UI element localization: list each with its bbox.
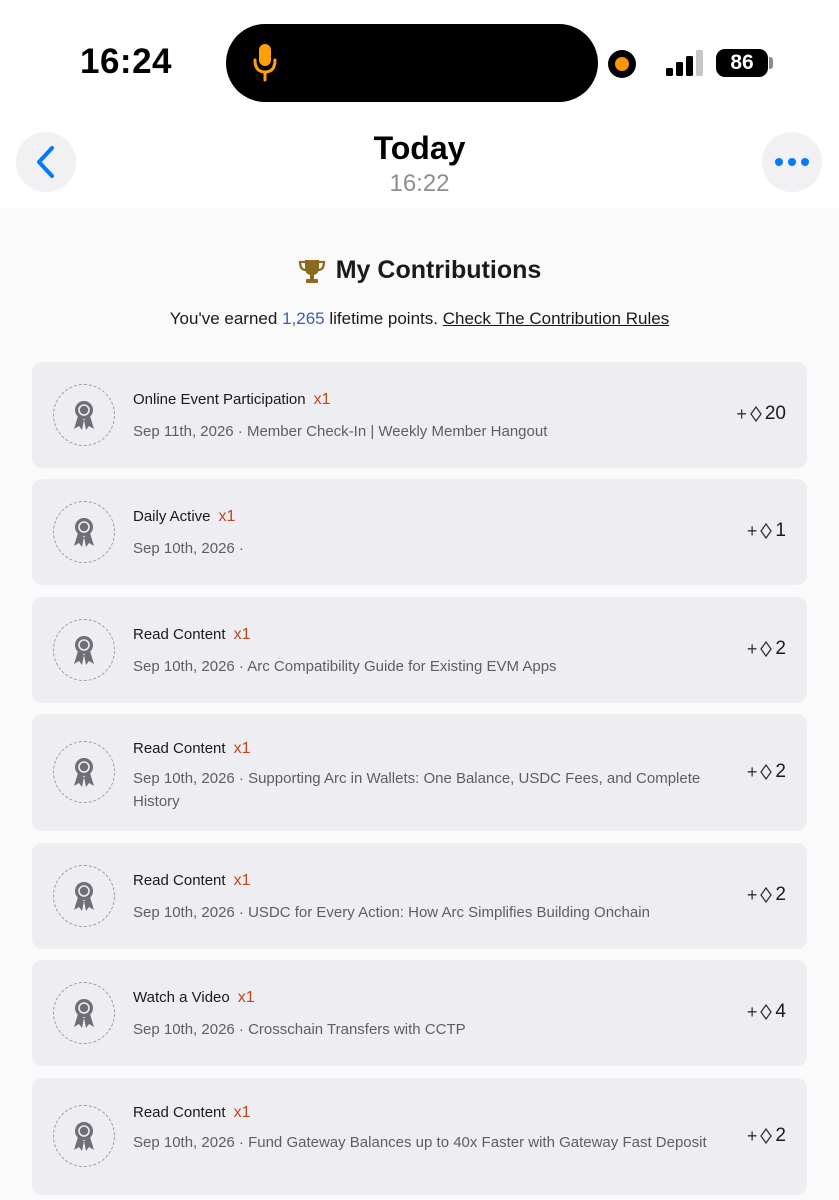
more-options-button[interactable] [762, 132, 822, 192]
contribution-detail: Sep 11th, 2026 · Member Check-In | Weekly Member Hangout [133, 423, 548, 440]
multiplier-badge: x1 [233, 626, 251, 643]
points-value: 20 [764, 403, 786, 424]
award-ribbon-icon [70, 399, 98, 431]
diamond-icon [760, 1128, 772, 1144]
contribution-item[interactable] [32, 960, 807, 1066]
multiplier-badge: x1 [218, 508, 236, 525]
contribution-title [133, 1104, 250, 1122]
dynamic-island[interactable] [226, 24, 598, 102]
battery-cap-icon [769, 57, 773, 69]
contribution-title [133, 872, 250, 890]
award-badge [53, 384, 115, 446]
points-awarded [736, 403, 786, 425]
contributions-page [0, 208, 839, 1200]
contribution-detail: Sep 10th, 2026 · Crosschain Transfers with CCTP [133, 1021, 466, 1038]
multiplier-badge: x1 [233, 740, 251, 757]
award-badge [53, 1105, 115, 1167]
contribution-detail: Sep 10th, 2026 · USDC for Every Action: How Arc Simplifies Building Onchain [133, 904, 650, 921]
contribution-title-text: Online Event Participation [133, 391, 306, 408]
award-badge [53, 619, 115, 681]
contribution-title [133, 391, 331, 409]
points-awarded [747, 638, 786, 660]
page-title: Today [373, 130, 466, 166]
contribution-item[interactable] [32, 597, 807, 703]
points-awarded [747, 761, 786, 783]
plus-sign-icon: + [746, 520, 758, 541]
points-value: 2 [775, 1125, 786, 1146]
nav-header [0, 120, 839, 208]
contribution-detail: Sep 10th, 2026 · Fund Gateway Balances up to 40x Faster with Gateway Fast Deposit [133, 1134, 707, 1151]
contribution-detail: Sep 10th, 2026 · Supporting Arc in Wallets: One Balance, USDC Fees, and Complete History [133, 770, 701, 810]
plus-sign-icon: + [746, 1125, 758, 1146]
section-header [0, 256, 839, 285]
earned-suffix: lifetime points. [324, 309, 443, 328]
recording-indicator-icon [608, 50, 636, 78]
section-title: My Contributions [335, 256, 542, 284]
award-ribbon-icon [70, 756, 98, 788]
award-badge [53, 501, 115, 563]
contribution-title-text: Read Content [133, 872, 226, 889]
contribution-title-text: Read Content [133, 1104, 226, 1121]
diamond-icon [760, 887, 772, 903]
contribution-rules-link[interactable]: Check The Contribution Rules [442, 309, 670, 328]
contribution-title [133, 626, 250, 644]
contribution-title-text: Watch a Video [133, 989, 230, 1006]
points-value: 2 [775, 638, 786, 659]
points-value: 4 [775, 1001, 786, 1022]
multiplier-badge: x1 [237, 989, 255, 1006]
battery-level: 86 [716, 49, 768, 77]
diamond-icon [760, 764, 772, 780]
contribution-title [133, 989, 255, 1007]
plus-sign-icon: + [746, 1001, 758, 1022]
multiplier-badge: x1 [313, 391, 331, 408]
multiplier-badge: x1 [233, 1104, 251, 1121]
earned-prefix: You've earned [169, 309, 283, 328]
trophy-icon [298, 257, 326, 285]
multiplier-badge: x1 [233, 872, 251, 889]
diamond-icon [760, 1004, 772, 1020]
plus-sign-icon: + [746, 884, 758, 905]
status-bar [0, 0, 839, 120]
cellular-signal-icon [665, 50, 707, 76]
award-ribbon-icon [70, 516, 98, 548]
lifetime-points-value: 1,265 [282, 309, 325, 328]
contribution-title [133, 740, 250, 758]
contribution-item[interactable] [32, 362, 807, 468]
points-value: 2 [775, 884, 786, 905]
contribution-item[interactable] [32, 479, 807, 585]
diamond-icon [760, 641, 772, 657]
points-awarded [747, 884, 786, 906]
points-value: 2 [775, 761, 786, 782]
diamond-icon [750, 406, 762, 422]
contribution-title-text: Daily Active [133, 508, 211, 525]
contribution-item[interactable] [32, 714, 807, 831]
earned-summary [0, 309, 839, 329]
award-badge [53, 865, 115, 927]
award-ribbon-icon [70, 880, 98, 912]
contribution-detail: Sep 10th, 2026 · [133, 540, 244, 557]
award-badge [53, 741, 115, 803]
microphone-icon [252, 42, 278, 84]
points-awarded [747, 520, 786, 542]
status-time: 16:24 [80, 42, 173, 81]
plus-sign-icon: + [746, 638, 758, 659]
award-badge [53, 982, 115, 1044]
plus-sign-icon: + [746, 761, 758, 782]
page-subtitle: 16:22 [389, 170, 450, 197]
award-ribbon-icon [70, 634, 98, 666]
points-value: 1 [775, 520, 786, 541]
award-ribbon-icon [70, 1120, 98, 1152]
diamond-icon [760, 523, 772, 539]
contribution-item[interactable] [32, 1078, 807, 1195]
contribution-title-text: Read Content [133, 626, 226, 643]
award-ribbon-icon [70, 997, 98, 1029]
points-awarded [747, 1125, 786, 1147]
contribution-item[interactable] [32, 843, 807, 949]
points-awarded [747, 1001, 786, 1023]
contribution-title-text: Read Content [133, 740, 226, 757]
contribution-detail: Sep 10th, 2026 · Arc Compatibility Guide for Existing EVM Apps [133, 658, 557, 675]
plus-sign-icon: + [736, 403, 747, 424]
ellipsis-icon [774, 157, 810, 167]
contribution-title [133, 508, 235, 526]
